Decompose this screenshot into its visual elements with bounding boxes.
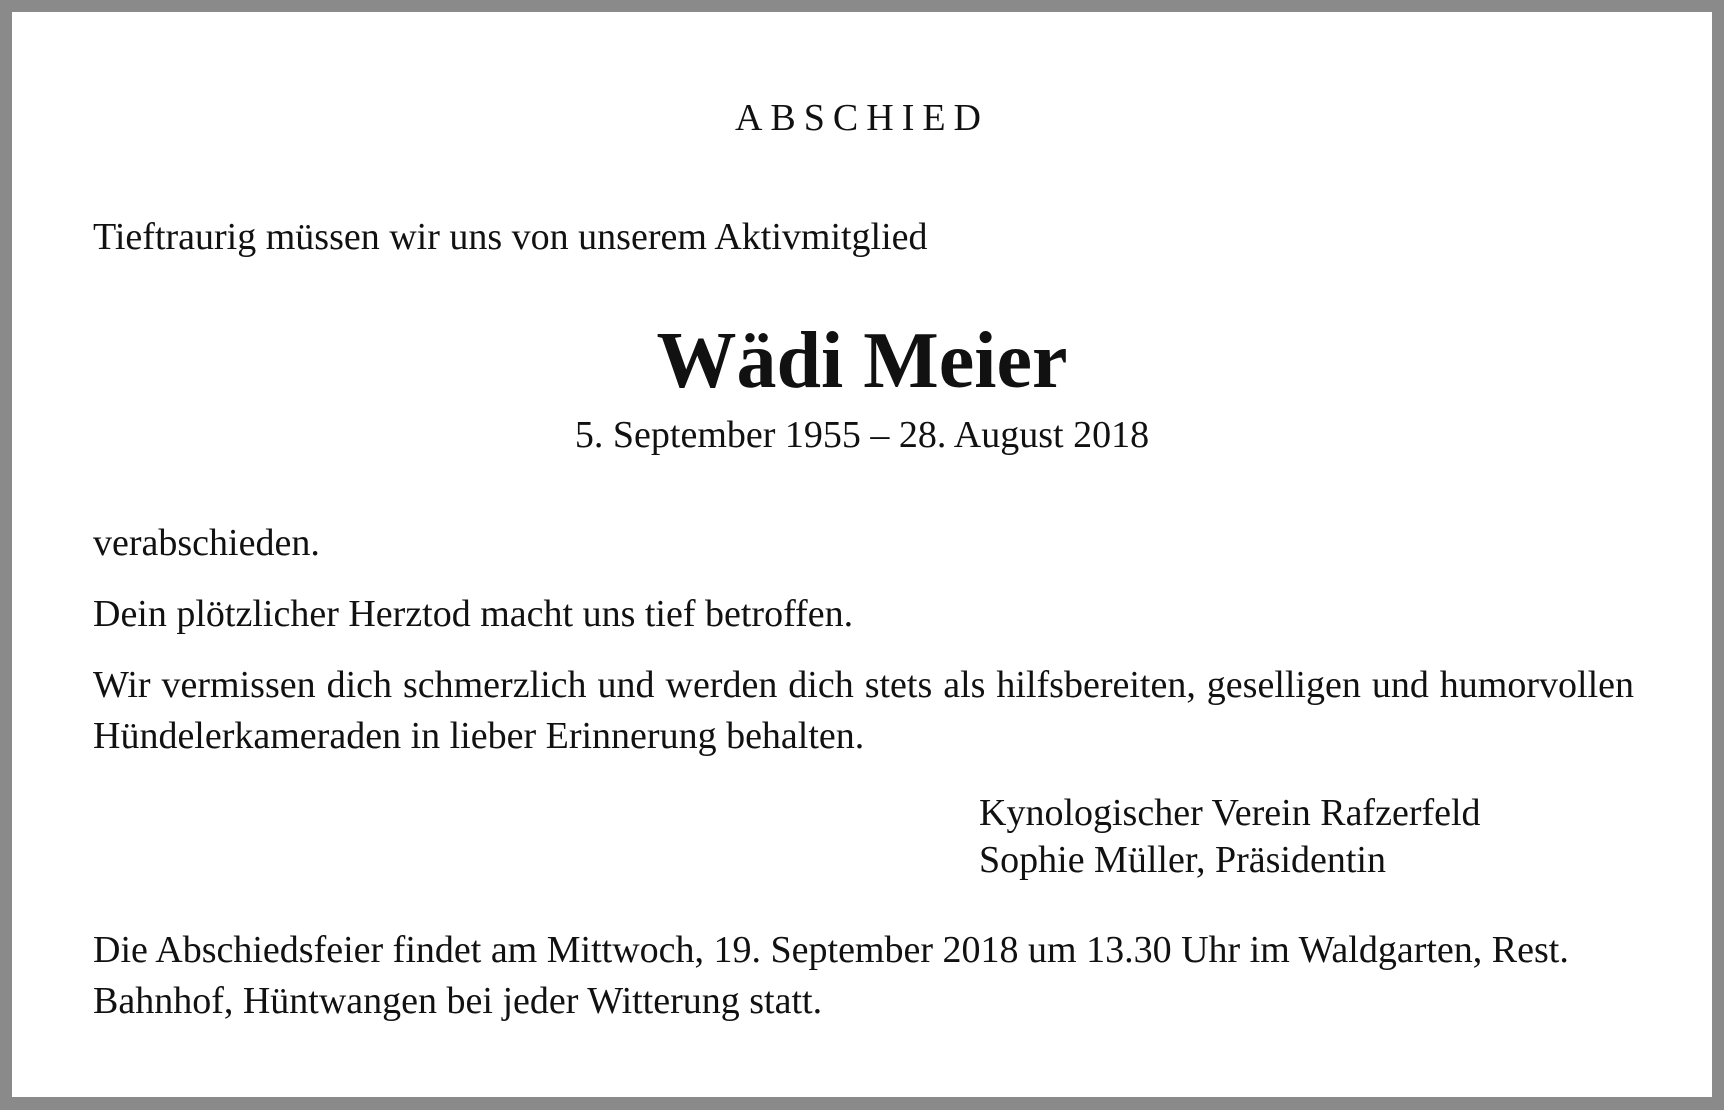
signature-block — [979, 790, 1679, 884]
signature-signer: Sophie Müller, Präsidentin — [979, 839, 1386, 881]
remembrance-text: Wir vermissen dich schmerzlich und werden dich stets als hilfsbereiten, geselligen und humorvollen Hündelerkameraden in lieber Erinnerung behalten. — [93, 664, 1634, 757]
notice-heading: ABSCHIED — [734, 97, 990, 139]
obituary-notice — [12, 12, 1712, 1097]
farewell-text: verabschieden. — [93, 522, 320, 564]
signature-organization: Kynologischer Verein Rafzerfeld — [979, 792, 1481, 834]
deceased-name: Wädi Meier — [656, 317, 1068, 405]
intro-text: Tieftraurig müssen wir uns von unserem Aktivmitglied — [93, 216, 928, 258]
condolence-text: Dein plötzlicher Herztod macht uns tief betroffen. — [93, 593, 854, 635]
life-dates: 5. September 1955 – 28. August 2018 — [574, 414, 1150, 456]
ceremony-info: Die Abschiedsfeier findet am Mittwoch, 19. September 2018 um 13.30 Uhr im Waldgarten, Rest. Bahnhof, Hüntwangen bei jeder Witterung statt. — [93, 929, 1569, 1022]
